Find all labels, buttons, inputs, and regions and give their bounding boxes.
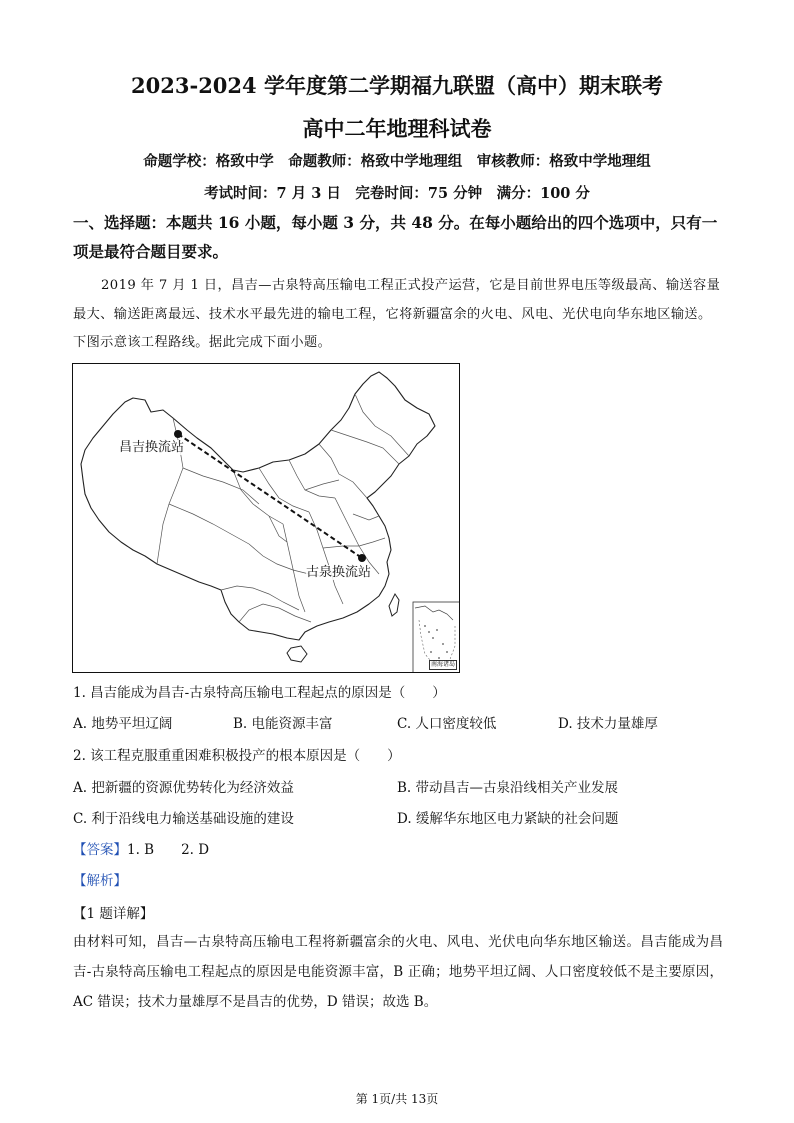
analysis-label: 【解析】 [73, 873, 127, 889]
changji-station-marker [174, 430, 182, 438]
route-map [72, 363, 460, 673]
china-border [81, 372, 435, 640]
exam-timing: 考试时间：7 月 3 日 完卷时间：75 分钟 满分：100 分 [204, 185, 590, 202]
guquan-station-label: 古泉换流站 [306, 565, 372, 580]
q1-option-a: A. 地势平坦辽阔 [73, 716, 173, 732]
answer-label: 【答案】 [73, 842, 127, 858]
answer-value: 1. B 2. D [127, 842, 210, 858]
section-heading: 一、选择题：本题共 16 小题，每小题 3 分，共 48 分。在每小题给出的四个选项中，只有一项是最符合题目要求。 [73, 213, 718, 261]
question-1-stem: 1. 昌吉能成为昌吉-古泉特高压输电工程起点的原因是（ ） [73, 685, 446, 701]
q1-option-b: B. 电能资源丰富 [233, 716, 333, 732]
q2-option-a: A. 把新疆的资源优势转化为经济效益 [73, 780, 294, 796]
changji-station-label: 昌吉换流站 [119, 440, 185, 455]
province-boundaries [157, 394, 409, 622]
intro-paragraph: 2019 年 7 月 1 日，昌吉—古泉特高压输电工程正式投产运营，它是目前世界电压等级最高、输送容量最大、输送距离最远、技术水平最先进的输电工程，它将新疆富余的火电、风电、光伏电向华东地区输送。下图示意该工程路线。据此完成下面小题。 [73, 278, 721, 350]
analysis-text: 由材料可知，昌吉—古泉特高压输电工程将新疆富余的火电、风电、光伏电向华东地区输送。昌吉能成为昌吉-古泉特高压输电工程起点的原因是电能资源丰富，B 正确；地势平坦辽阔、人口密度较低不是主要原因，AC 错误；技术力量雄厚不是昌吉的优势，D 错误；故选 B。 [73, 934, 723, 1010]
taiwan-island [389, 594, 399, 616]
page-footer: 第 1页/共 13页 [355, 1092, 439, 1106]
exam-authors: 命题学校：格致中学 命题教师：格致中学地理组 审核教师：格致中学地理组 [143, 153, 651, 170]
exam-title: 2023-2024 学年度第二学期福九联盟（高中）期末联考 [131, 73, 663, 98]
inset-label: 南海诸岛 [431, 661, 456, 668]
q2-option-d: D. 缓解华东地区电力紧缺的社会问题 [397, 811, 619, 827]
q1-option-c: C. 人口密度较低 [397, 716, 497, 732]
transmission-route [178, 434, 362, 558]
q2-option-c: C. 利于沿线电力输送基础设施的建设 [73, 811, 294, 827]
answer-line [73, 838, 209, 858]
q1-option-d: D. 技术力量雄厚 [558, 716, 658, 732]
guquan-station-marker [358, 554, 366, 562]
hainan-island [287, 646, 307, 662]
exam-subtitle: 高中二年地理科试卷 [302, 116, 492, 141]
detail-title: 【1 题详解】 [73, 906, 154, 922]
question-2-stem: 2. 该工程克服重重困难积极投产的根本原因是（ ） [73, 748, 401, 764]
china-outline-map [73, 364, 460, 673]
q2-option-b: B. 带动昌吉—古泉沿线相关产业发展 [397, 780, 619, 796]
